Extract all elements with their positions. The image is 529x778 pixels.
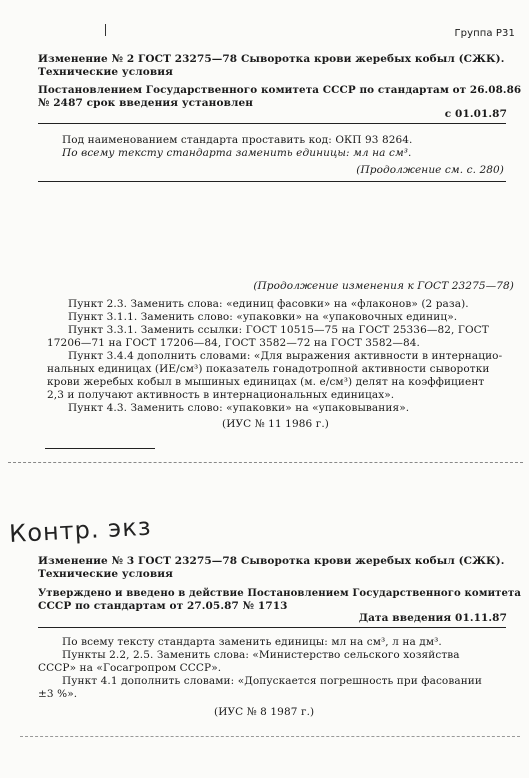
- amendment2-line: Пункт 4.1 дополнить словами: «Допускается погрешность при фасовании: [62, 675, 483, 687]
- continuation-heading: (Продолжение изменения к ГОСТ 23275—78): [253, 280, 514, 292]
- separator-rule: [38, 181, 506, 182]
- continuation-line: 2,3 и получают активность в интернациональных единицах».: [47, 389, 395, 401]
- amendment1-title-line1: Изменение № 2 ГОСТ 23275—78 Сыворотка крови жеребых кобыл (СЖК).: [38, 53, 505, 65]
- amendment1-paragraph-units: По всему тексту стандарта заменить единицы: мл на см³.: [62, 147, 412, 159]
- amendment2-line: По всему тексту стандарта заменить единицы: мл на см³, л на дм³.: [62, 636, 442, 648]
- short-rule: [45, 448, 155, 449]
- amendment1-approval-line1: Постановлением Государственного комитета СССР по стандартам от 26.08.86: [38, 84, 522, 96]
- continuation-ius: (ИУС № 11 1986 г.): [222, 418, 329, 430]
- bottom-rule: [20, 736, 520, 737]
- continuation-line: Пункт 3.3.1. Заменить ссылки: ГОСТ 10515—75 на ГОСТ 25336—82, ГОСТ: [68, 324, 489, 336]
- continuation-line: Пункт 2.3. Заменить слова: «единиц фасовки» на «флаконов» (2 раза).: [68, 298, 469, 310]
- amendment2-title-line1: Изменение № 3 ГОСТ 23275—78 Сыворотка крови жеребых кобыл (СЖК).: [38, 555, 505, 567]
- amendment2-ius: (ИУС № 8 1987 г.): [214, 706, 315, 718]
- amendment1-effective-date: с 01.01.87: [444, 108, 507, 120]
- amendment2-approval-line1: Утверждено и введено в действие Постановлением Государственного комитета: [38, 587, 522, 599]
- group-code: Группа Р31: [454, 28, 515, 39]
- amendment2-line: СССР» на «Госагропром СССР».: [38, 662, 222, 674]
- amendment2-line: Пункты 2.2, 2.5. Заменить слова: «Министерство сельского хозяйства: [62, 649, 460, 661]
- margin-tick: [105, 24, 106, 36]
- continuation-line: крови жеребых кобыл в мышиных единицах (м. е/см³) делят на коэффициент: [47, 376, 485, 388]
- separator-rule: [38, 627, 506, 628]
- continued-note: (Продолжение см. с. 280): [356, 164, 504, 176]
- page-break-line: [8, 462, 523, 463]
- amendment2-line: ±3 %».: [38, 688, 78, 700]
- continuation-line: Пункт 3.1.1. Заменить слово: «упаковки» на «упаковочных единиц».: [68, 311, 458, 323]
- amendment2-approval-line2: СССР по стандартам от 27.05.87 № 1713: [38, 600, 288, 612]
- amendment2-title-line2: Технические условия: [38, 568, 173, 580]
- continuation-line: нальных единицах (ИЕ/см³) показатель гонадотропной активности сыворотки: [47, 363, 490, 375]
- handwritten-control-copy: Контр. экз: [8, 512, 153, 548]
- amendment1-approval-line2: № 2487 срок введения установлен: [38, 97, 254, 109]
- continuation-line: Пункт 3.4.4 дополнить словами: «Для выражения активности в интернацио-: [68, 350, 503, 362]
- amendment1-paragraph-code: Под наименованием стандарта проставить код: ОКП 93 8264.: [62, 134, 413, 146]
- amendment2-effective-date: Дата введения 01.11.87: [358, 612, 507, 624]
- amendment1-title-line2: Технические условия: [38, 66, 173, 78]
- separator-rule: [38, 123, 506, 124]
- continuation-line: 17206—71 на ГОСТ 17206—84, ГОСТ 3582—72 на ГОСТ 3582—84.: [47, 337, 420, 349]
- continuation-line: Пункт 4.3. Заменить слово: «упаковки» на «упаковывания».: [68, 402, 410, 414]
